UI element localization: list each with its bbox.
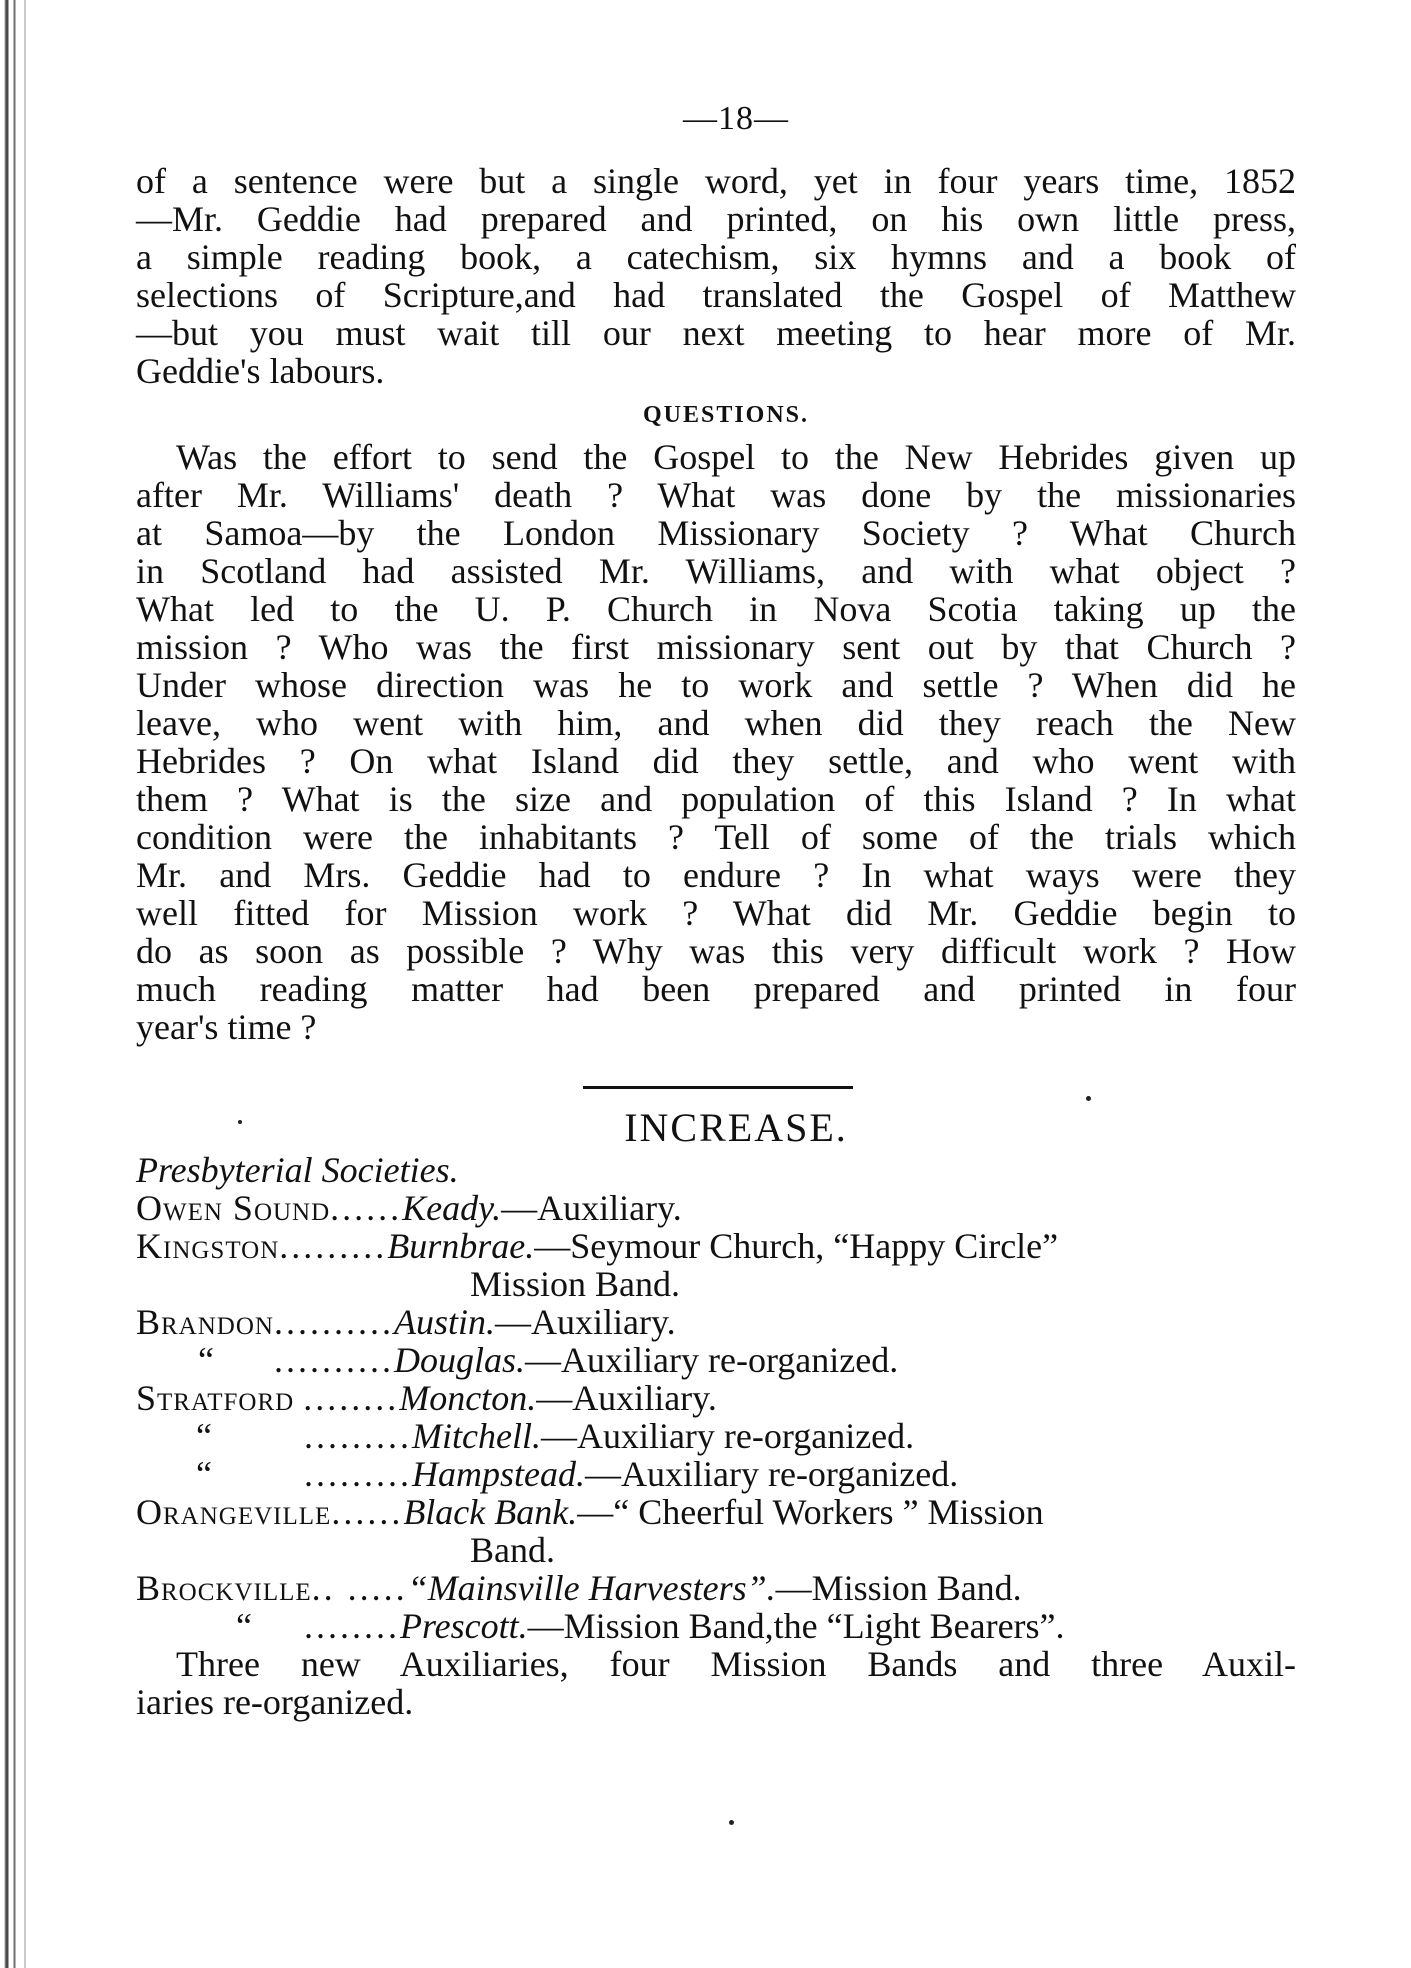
- society-place: “Mainsville Harvesters”.: [407, 1568, 776, 1608]
- text-line: —but you must wait till our next meeting to hear more of Mr.: [136, 313, 1296, 353]
- society-place: Hampstead.: [412, 1454, 585, 1494]
- increase-subheading: Presbyterial Societies.: [136, 1150, 459, 1190]
- leader-dots: ..........: [274, 1340, 394, 1380]
- leader-dots: .........: [304, 1416, 412, 1456]
- society-type: —Auxiliary re-organized.: [585, 1454, 959, 1494]
- text-line: well fitted for Mission work ? What did Mr. Geddie begin to: [136, 893, 1296, 933]
- increase-entry: [136, 1607, 1296, 1645]
- society-type: —Auxiliary re-organized.: [540, 1416, 915, 1456]
- text-line: leave, who went with him, and when did they reach the New: [136, 703, 1296, 743]
- page: [136, 100, 1296, 1721]
- text-line: —Mr. Geddie had prepared and printed, on his own little press,: [136, 199, 1296, 239]
- print-speck: [729, 1820, 734, 1825]
- society-type: —Seymour Church, “Happy Circle”: [534, 1226, 1059, 1266]
- increase-entry: [136, 1303, 1296, 1341]
- questions-paragraph: [136, 438, 1296, 1046]
- text-line: of a sentence were but a single word, yet in four years time, 1852: [136, 161, 1296, 201]
- increase-entry: [136, 1569, 1296, 1607]
- increase-entry: [136, 1493, 1296, 1531]
- increase-entry-continuation: Mission Band.: [470, 1264, 681, 1304]
- text-line: Hebrides ? On what Island did they settle, and who went with: [136, 741, 1296, 781]
- leader-dots: ..........: [273, 1302, 394, 1342]
- increase-entry: [136, 1379, 1296, 1417]
- society-place: Mitchell.: [412, 1416, 541, 1456]
- ditto-mark: “: [198, 1340, 214, 1380]
- increase-entry-continuation: Band.: [470, 1530, 555, 1570]
- leader-dots: ........: [303, 1378, 400, 1418]
- society-type: —Mission Band,the “Light Bearers”.: [527, 1606, 1065, 1646]
- society-place: Austin.: [393, 1302, 495, 1342]
- increase-entry: [136, 1417, 1296, 1455]
- presbytery-name: Stratford: [136, 1378, 295, 1418]
- society-type: —Auxiliary.: [494, 1302, 676, 1342]
- society-place: Douglas.: [394, 1340, 526, 1380]
- increase-entry: [136, 1227, 1296, 1265]
- text-line: Was the effort to send the Gospel to the New Hebrides given up: [176, 437, 1296, 477]
- leader-dots: ........: [304, 1606, 400, 1646]
- print-speck: [238, 1120, 242, 1124]
- increase-entry: [136, 1455, 1296, 1493]
- text-line: Mr. and Mrs. Geddie had to endure ? In what ways were they: [136, 855, 1296, 895]
- page-number: —18—: [683, 100, 789, 137]
- text-line: at Samoa—by the London Missionary Society ? What Church: [136, 513, 1296, 553]
- leader-dots: .........: [279, 1226, 388, 1266]
- society-type: —Auxiliary.: [501, 1188, 682, 1228]
- text-line: after Mr. Williams' death ? What was done by the missionaries: [136, 475, 1296, 515]
- leader-dots: ......: [330, 1188, 403, 1228]
- society-place: Keady.: [402, 1188, 502, 1228]
- summary-line: Three new Auxiliaries, four Mission Bands and three Auxil-: [176, 1644, 1296, 1684]
- text-line: mission ? Who was the first missionary sent out by that Church ?: [136, 627, 1296, 667]
- leader-dots: .........: [304, 1454, 412, 1494]
- society-place: Burnbrae.: [387, 1226, 535, 1266]
- text-line: Geddie's labours.: [136, 351, 385, 391]
- society-place: Prescott.: [400, 1606, 528, 1646]
- text-line: in Scotland had assisted Mr. Williams, and with what object ?: [136, 551, 1296, 591]
- ditto-mark: “: [196, 1416, 212, 1456]
- society-type: —Mission Band.: [775, 1568, 1022, 1608]
- increase-list: [136, 1189, 1296, 1645]
- text-line: much reading matter had been prepared and printed in four: [136, 969, 1296, 1009]
- society-type: —Auxiliary.: [536, 1378, 717, 1418]
- society-place: Black Bank.: [403, 1492, 578, 1532]
- increase-entry: [136, 1341, 1296, 1379]
- society-place: Moncton.: [399, 1378, 537, 1418]
- text-line: them ? What is the size and population of this Island ? In what: [136, 779, 1296, 819]
- text-line: condition were the inhabitants ? Tell of some of the trials which: [136, 817, 1296, 857]
- summary-line: iaries re-organized.: [136, 1682, 414, 1722]
- presbytery-name: Brandon: [136, 1302, 274, 1342]
- ditto-mark: “: [196, 1454, 212, 1494]
- questions-heading: QUESTIONS.: [642, 402, 810, 428]
- presbytery-name: Brockville: [136, 1568, 312, 1608]
- text-line: a simple reading book, a catechism, six hymns and a book of: [136, 237, 1296, 277]
- ditto-mark: “: [236, 1606, 252, 1646]
- text-line: do as soon as possible ? Why was this very difficult work ? How: [136, 931, 1296, 971]
- presbytery-name: Owen Sound: [136, 1188, 331, 1228]
- print-speck: [1086, 1096, 1091, 1101]
- leader-dots: .. .....: [311, 1568, 408, 1608]
- body-paragraph: [136, 162, 1296, 390]
- presbytery-name: Kingston: [136, 1226, 280, 1266]
- text-line: Under whose direction was he to work and settle ? When did he: [136, 665, 1296, 705]
- page-binding-edge: [4, 0, 38, 1968]
- society-type: —Auxiliary re-organized.: [525, 1340, 899, 1380]
- text-line: What led to the U. P. Church in Nova Scotia taking up the: [136, 589, 1296, 629]
- text-line: year's time ?: [136, 1007, 317, 1047]
- leader-dots: ......: [331, 1492, 404, 1532]
- presbytery-name: Orangeville: [136, 1492, 332, 1532]
- increase-entry: [136, 1189, 1296, 1227]
- section-divider: [583, 1086, 853, 1089]
- society-type: —“ Cheerful Workers ” Mission: [577, 1492, 1044, 1532]
- increase-title: INCREASE.: [624, 1105, 848, 1150]
- text-line: selections of Scripture,and had translated the Gospel of Matthew: [136, 275, 1296, 315]
